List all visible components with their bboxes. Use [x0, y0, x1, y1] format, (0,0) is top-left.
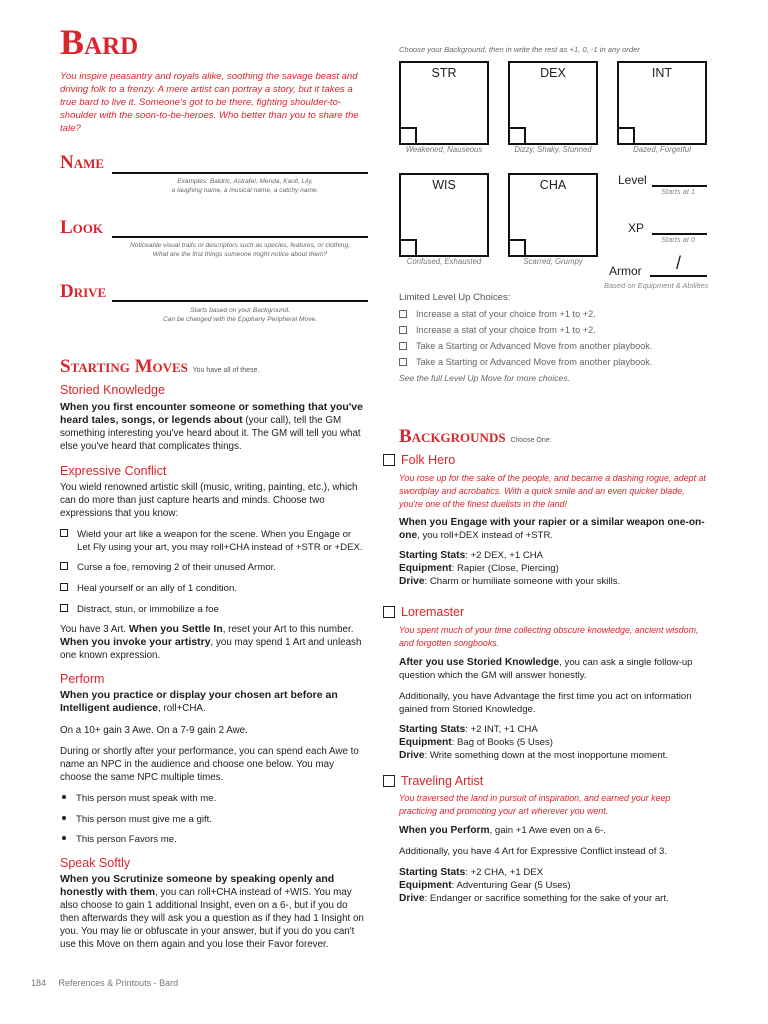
level-up-option[interactable]: Take a Starting or Advanced Move from another playbook. — [399, 341, 652, 351]
traveling-artist-flavor: You traversed the land in pursuit of inspiration, and earned your keep practicing and promoting your art wherever you went. — [399, 793, 671, 816]
level-up-checkbox[interactable] — [399, 358, 407, 366]
stat-name: STR — [431, 66, 457, 80]
move-title-storied-knowledge: Storied Knowledge — [60, 383, 165, 397]
stat-condition: Confused, Exhausted — [406, 257, 482, 266]
expression-option-heal[interactable]: Heal yourself or an ally of 1 condition. — [60, 582, 365, 595]
art-rules-text: You have 3 Art. When you Settle In, reset your Art to this number. When you invoke your artistry, you may spend 1 Art and unleash one known expression. — [60, 623, 362, 661]
perform-results: On a 10+ gain 3 Awe. On a 7-9 gain 2 Awe. — [60, 725, 248, 736]
level-up-checkbox[interactable] — [399, 326, 407, 334]
move-title-speak-softly: Speak Softly — [60, 856, 131, 870]
page-footer — [31, 978, 188, 988]
expression-checkbox[interactable] — [60, 583, 68, 591]
folk-hero-flavor: You rose up for the sake of the people, and became a dashing rogue, adept at swordplay and acrobatics. With a quick smile and an even quicker blade, you're one of the finest duelists in the land! — [399, 473, 706, 509]
traveling-artist-extra: Additionally, you have 4 Art for Expressive Conflict instead of 3. — [399, 846, 668, 857]
level-label: Level — [618, 173, 647, 187]
class-intro: You inspire peasantry and royals alike, soothing the savage beast and driving folk to a frenzy. A mere artist can portray a story, but it takes a true bard to live it. Someone's got to be there, fighting shoulder-to-shoulder with the soon-to-be-heroes. Who better than you to share the tale? — [60, 71, 359, 134]
stat-condition: Scarred, Grumpy — [523, 257, 583, 266]
drive-hint: Starts based on your Background. Can be changed with the Epiphany Peripheral Move. — [163, 307, 317, 323]
background-folk-hero[interactable]: Folk Hero — [383, 453, 455, 468]
awe-option: This person must give me a gift. — [62, 813, 212, 826]
name-field[interactable] — [112, 172, 368, 174]
level-up-option[interactable]: Increase a stat of your choice from +1 to +2. — [399, 309, 596, 319]
move-text-perform: When you practice or display your chosen art before an Intelligent audience, roll+CHA. — [60, 689, 338, 714]
drive-field[interactable] — [112, 300, 368, 302]
level-up-option[interactable]: Increase a stat of your choice from +1 to +2. — [399, 325, 596, 335]
expression-checkbox[interactable] — [60, 604, 68, 612]
loremaster-move: After you use Storied Knowledge, you can ask a single follow-up question which the GM will answer honestly. — [399, 657, 693, 681]
stat-box-dex[interactable] — [508, 61, 598, 145]
expression-checkbox[interactable] — [60, 529, 68, 537]
stat-name: DEX — [540, 66, 566, 80]
condition-checkbox[interactable] — [619, 127, 635, 143]
stat-box-int[interactable] — [617, 61, 707, 145]
look-field[interactable] — [112, 236, 368, 238]
stat-condition: Weakened, Nauseous — [405, 145, 483, 154]
armor-label: Armor — [609, 264, 642, 278]
backgrounds-note: Choose One: — [510, 437, 552, 444]
background-checkbox[interactable] — [383, 454, 395, 466]
stat-instructions: Choose your Background, then in write the rest as +1, 0, -1 in any order — [399, 45, 640, 54]
level-up-checkbox[interactable] — [399, 342, 407, 350]
stat-box-cha[interactable] — [508, 173, 598, 257]
level-up-title: Limited Level Up Choices: — [399, 292, 511, 303]
expression-option-curse[interactable]: Curse a foe, removing 2 of their unused Armor. — [60, 561, 365, 574]
look-label: Look — [60, 217, 104, 238]
background-checkbox[interactable] — [383, 775, 395, 787]
move-text-storied-knowledge: When you first encounter someone or something that you've heard tales, songs, or legends about (your call), tell the GM something interesting you've heard about it. The GM will tell you what else you've heard that complicates things. — [60, 401, 363, 452]
folk-hero-details: Starting Stats: +2 DEX, +1 CHA Equipment: Rapier (Close, Piercing) Drive: Charm or humiliate someone with your skills. — [399, 550, 621, 587]
folk-hero-move: When you Engage with your rapier or a similar weapon one-on-one, you roll+DEX instead of +STR. — [399, 517, 705, 541]
perform-awe-text: During or shortly after your performance, you can spend each Awe to name an NPC in the audience and choose one below. You may choose the same NPC multiple times. — [60, 746, 359, 783]
level-up-option[interactable]: Take a Starting or Advanced Move from another playbook. — [399, 357, 652, 367]
class-title: Bard — [60, 22, 139, 62]
backgrounds-heading: Backgrounds Choose One: — [399, 426, 552, 447]
stat-condition: Dazed, Forgetful — [633, 145, 691, 154]
look-hint: Noticeable visual traits or descriptors such as species, features, or clothing. What are the first things someone might notice about them? — [130, 242, 350, 258]
xp-label: XP — [628, 221, 645, 235]
stat-box-str[interactable] — [399, 61, 489, 145]
condition-checkbox[interactable] — [510, 239, 526, 255]
expression-option-wield-cont: Let Fly using your art, you may roll+CHA instead of +STR or +DEX. — [77, 542, 363, 553]
level-up-footer: See the full Level Up Move for more choices. — [399, 373, 571, 383]
loremaster-flavor: You spent much of your time collecting obscure knowledge, ancient wisdom, and forgotten songbooks. — [399, 625, 699, 648]
loremaster-details: Starting Stats: +2 INT, +1 CHA Equipment: Bag of Books (5 Uses) Drive: Write something down at the most inopportune moment. — [399, 724, 669, 761]
stat-name: CHA — [539, 178, 567, 192]
expression-option-wield[interactable]: Wield your art like a weapon for the scene. When you Engage or — [60, 528, 365, 541]
move-title-perform: Perform — [60, 672, 105, 686]
expression-option-distract[interactable]: Distract, stun, or immobilize a foe — [60, 603, 365, 616]
move-text-expressive-conflict: You wield renowned artistic skill (music, writing, painting, etc.), which can do more than just capture hearts and minds. Choose two expressions that you know: — [60, 482, 358, 519]
name-label: Name — [60, 152, 105, 173]
move-text-speak-softly: When you Scrutinize someone by speaking openly and honestly with them, you can roll+CHA instead of +WIS. You may also choose to gain 1 additional Insight, even on a 6-, but if you do then afterwards they will ask you a question as if they had 1 Insight on you. You may lie or obfuscate in your answer, but if you do you can't use this Move on them again and you lose their Favor forever. — [60, 873, 364, 950]
condition-checkbox[interactable] — [401, 127, 417, 143]
expression-checkbox[interactable] — [60, 562, 68, 570]
background-loremaster[interactable]: Loremaster — [383, 605, 464, 620]
awe-option: This person must speak with me. — [62, 792, 216, 805]
level-up-checkbox[interactable] — [399, 310, 407, 318]
loremaster-extra: Additionally, you have Advantage the first time you act on information gained from Storied Knowledge. — [399, 691, 692, 715]
stat-name: WIS — [432, 178, 456, 192]
armor-hint: Based on Equipment & Abilities — [604, 281, 709, 290]
traveling-artist-move: When you Perform, gain +1 Awe even on a 6-. — [399, 825, 606, 836]
drive-label: Drive — [60, 281, 107, 302]
stat-box-wis[interactable] — [399, 173, 489, 257]
awe-option: This person Favors me. — [62, 833, 177, 846]
background-traveling-artist[interactable]: Traveling Artist — [383, 774, 483, 789]
starting-moves-heading: Starting Moves You have all of these. — [60, 356, 260, 377]
condition-checkbox[interactable] — [401, 239, 417, 255]
traveling-artist-details: Starting Stats: +2 CHA, +1 DEX Equipment: Adventuring Gear (5 Uses) Drive: Endanger or sacrifice something for the sake of your art. — [399, 867, 669, 904]
name-hint: Examples: Baldric, Astrafel, Merida, Kaoli, Lily, a laughing name, a musical name, a catchy name. — [171, 178, 319, 194]
armor-field[interactable] — [650, 275, 707, 277]
page-number: 184 — [31, 978, 47, 988]
background-checkbox[interactable] — [383, 606, 395, 618]
stat-condition: Dizzy, Shaky, Stunned — [514, 145, 592, 154]
move-title-expressive-conflict: Expressive Conflict — [60, 464, 167, 478]
starting-moves-note: You have all of these. — [192, 367, 260, 374]
condition-checkbox[interactable] — [510, 127, 526, 143]
footer-section: References & Printouts - Bard — [58, 978, 179, 988]
level-hint: Starts at 1 — [661, 187, 696, 196]
xp-hint: Starts at 0 — [661, 235, 696, 244]
stat-name: INT — [651, 66, 673, 80]
armor-slash: / — [676, 253, 682, 273]
